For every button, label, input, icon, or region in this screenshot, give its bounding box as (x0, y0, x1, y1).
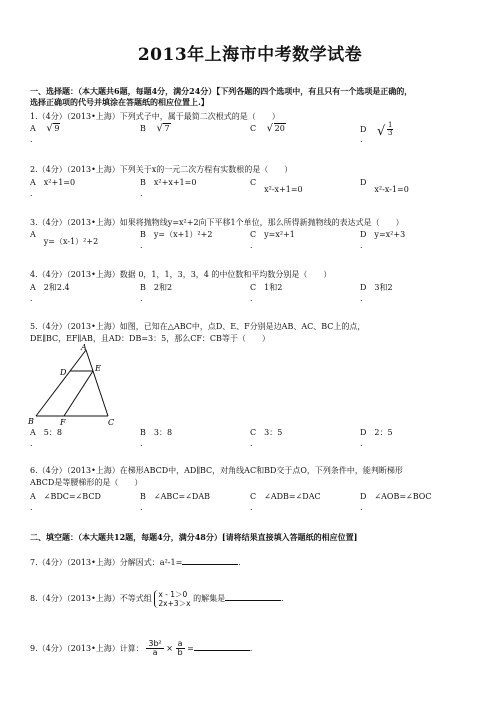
question-3-options: Ay=（x-1）²+2 B y=（x+1）²+2 C y=x²+1 D y=x²+3 . . . (30, 230, 406, 250)
question-2-stem: 2.（4分）（2013•上海）下列关于x的一元二次方程有实数根的是（ ） (30, 165, 293, 174)
question-4-option-b[interactable]: B 2和2 (140, 283, 173, 292)
question-5-option-a[interactable]: A 5：8 (30, 428, 62, 437)
question-5-option-d[interactable]: D 2：5 (360, 428, 393, 437)
question-1-options: A √ 9 B √ 7 C √ 20 D √ $\frac{1}{3}$ . . (30, 121, 393, 144)
section-1-header (30, 86, 480, 108)
sqrt-symbol: √ 20 (266, 123, 285, 134)
sqrt-symbol: √ $\frac{1}{3}$ (376, 121, 393, 139)
question-8: 8.（4分）（2013•上海）不等式组 x - 1＞0 2x+3＞x 的解集是 . (30, 590, 284, 608)
question-5-stem-line-1: 5.（4分）（2013•上海）如图，已知在△ABC中，点D、E、F分别是边AB、AC、BC上的点， (30, 322, 366, 331)
question-2-option-b[interactable]: B x²+x+1=0 (140, 178, 197, 187)
segment-ef (64, 371, 93, 416)
answer-blank[interactable] (182, 556, 238, 565)
question-6-option-d[interactable]: D ∠AOB=∠BOC (360, 492, 432, 501)
label-b: B (28, 417, 34, 426)
triangle-figure (28, 344, 124, 428)
question-6-stem-line-1: 6.（4分）（2013•上海）在梯形ABCD中，AD∥BC，对角线AC和BD交于点O，下列条件中，能判断梯形 (30, 466, 403, 475)
question-1-option-d[interactable]: D √ $\frac{1}{3}$ (360, 121, 393, 139)
question-5-option-b[interactable]: B 3：8 (140, 428, 173, 437)
question-6-options: A ∠BDC=∠BCD B ∠ABC=∠DAB C ∠ADB=∠DAC D ∠AOB=∠BOC . . . . (30, 492, 432, 512)
label-d: D (60, 368, 67, 377)
question-7: 7.（4分）（2013•上海）分解因式：a²-1= . (30, 558, 241, 567)
section-1-line-1: 一、选择题：（本大题共6题，每题4分，满分24分）【下列各题的四个选项中，有且只有一个选项是正确的， (30, 86, 413, 96)
question-5-option-c[interactable]: C 3：5 (250, 428, 283, 437)
question-6-stem-line-2: ABCD是等腰梯形的是（ ） (30, 478, 143, 487)
fraction-2: $\frac{a}{b}$ (177, 639, 183, 658)
label-e: E (95, 364, 101, 373)
question-6-option-a[interactable]: A ∠BDC=∠BCD (30, 492, 101, 501)
label-a: A (81, 344, 87, 352)
question-4-option-d[interactable]: D 3和2 (360, 283, 393, 292)
question-3-option-a[interactable]: Ay=（x-1）²+2 (30, 230, 99, 246)
question-6-option-b[interactable]: B ∠ABC=∠DAB (140, 492, 210, 501)
question-5-stem-line-2: DE∥BC，EF∥AB，且AD：DB=3：5，那么CF：CB等于（ ） (30, 334, 270, 343)
question-4-stem: 4.（4分）（2013•上海）数据 0，1，1，3，3，4 的中位数和平均数分别是（ ） (30, 270, 332, 279)
segment-ab (36, 350, 86, 416)
inequality-system: x - 1＞0 2x+3＞x (154, 590, 190, 608)
question-1-option-b[interactable]: B √ 7 (140, 123, 170, 134)
question-5-options: A 5：8 B 3：8 C 3：5 D 2：5 . . . . (30, 428, 393, 448)
question-2-option-d[interactable]: Dx²-x-1=0 (360, 178, 409, 194)
question-2-option-c[interactable]: Cx²-x+1=0 (250, 178, 303, 194)
question-4-option-c[interactable]: C 1和2 (250, 283, 283, 292)
question-1-option-c[interactable]: C √ 20 (250, 123, 285, 134)
question-1-option-a[interactable]: A √ 9 (30, 123, 60, 134)
sqrt-symbol: √ 7 (156, 123, 170, 134)
section-2-header: 二、填空题：（本大题共12题，每题4分，满分48分）[请将结果直接填入答题纸的相应位置] (30, 532, 358, 542)
sqrt-symbol: √ 9 (46, 123, 60, 134)
question-3-option-b[interactable]: B y=（x+1）²+2 (140, 230, 213, 239)
question-6-option-c[interactable]: C ∠ADB=∠DAC (250, 492, 321, 501)
label-c: C (108, 418, 115, 427)
segment-ac (86, 350, 108, 416)
page-title: 2013年上海市中考数学试卷 (137, 45, 363, 65)
question-3-option-d[interactable]: D y=x²+3 (360, 230, 406, 239)
question-3-stem: 3.（4分）（2013•上海）如果将抛物线y=x²+2向下平移1个单位，那么所得新抛物线的表达式是（ ） (30, 218, 404, 227)
question-2-options: A x²+1=0 B x²+x+1=0 Cx²-x+1=0 Dx²-x-1=0 . . (30, 178, 409, 198)
question-2-option-a[interactable]: A x²+1=0 (30, 178, 76, 187)
answer-blank[interactable] (194, 642, 250, 651)
question-4-option-a[interactable]: A 2和2.4 (30, 283, 70, 292)
question-9: 9.（4分）（2013•上海）计算： $\frac{\text{3b²}}{a}$ × $\frac{a}{b}$ = . (30, 639, 253, 658)
section-1-line-2: 选择正确项的代号并填涂在答题纸的相应位置上.】 (30, 96, 209, 107)
answer-blank[interactable] (225, 592, 281, 601)
label-f: F (60, 418, 66, 427)
question-4-options: A 2和2.4 B 2和2 C 1和2 D 3和2 . . . . (30, 283, 393, 303)
question-3-option-c[interactable]: C y=x²+1 (250, 230, 295, 239)
fraction-1: $\frac{\text{3b²}}{a}$ (148, 639, 162, 658)
question-1-stem: 1.（4分）（2013•上海）下列式子中，属于最简二次根式的是（ ） (30, 112, 280, 121)
